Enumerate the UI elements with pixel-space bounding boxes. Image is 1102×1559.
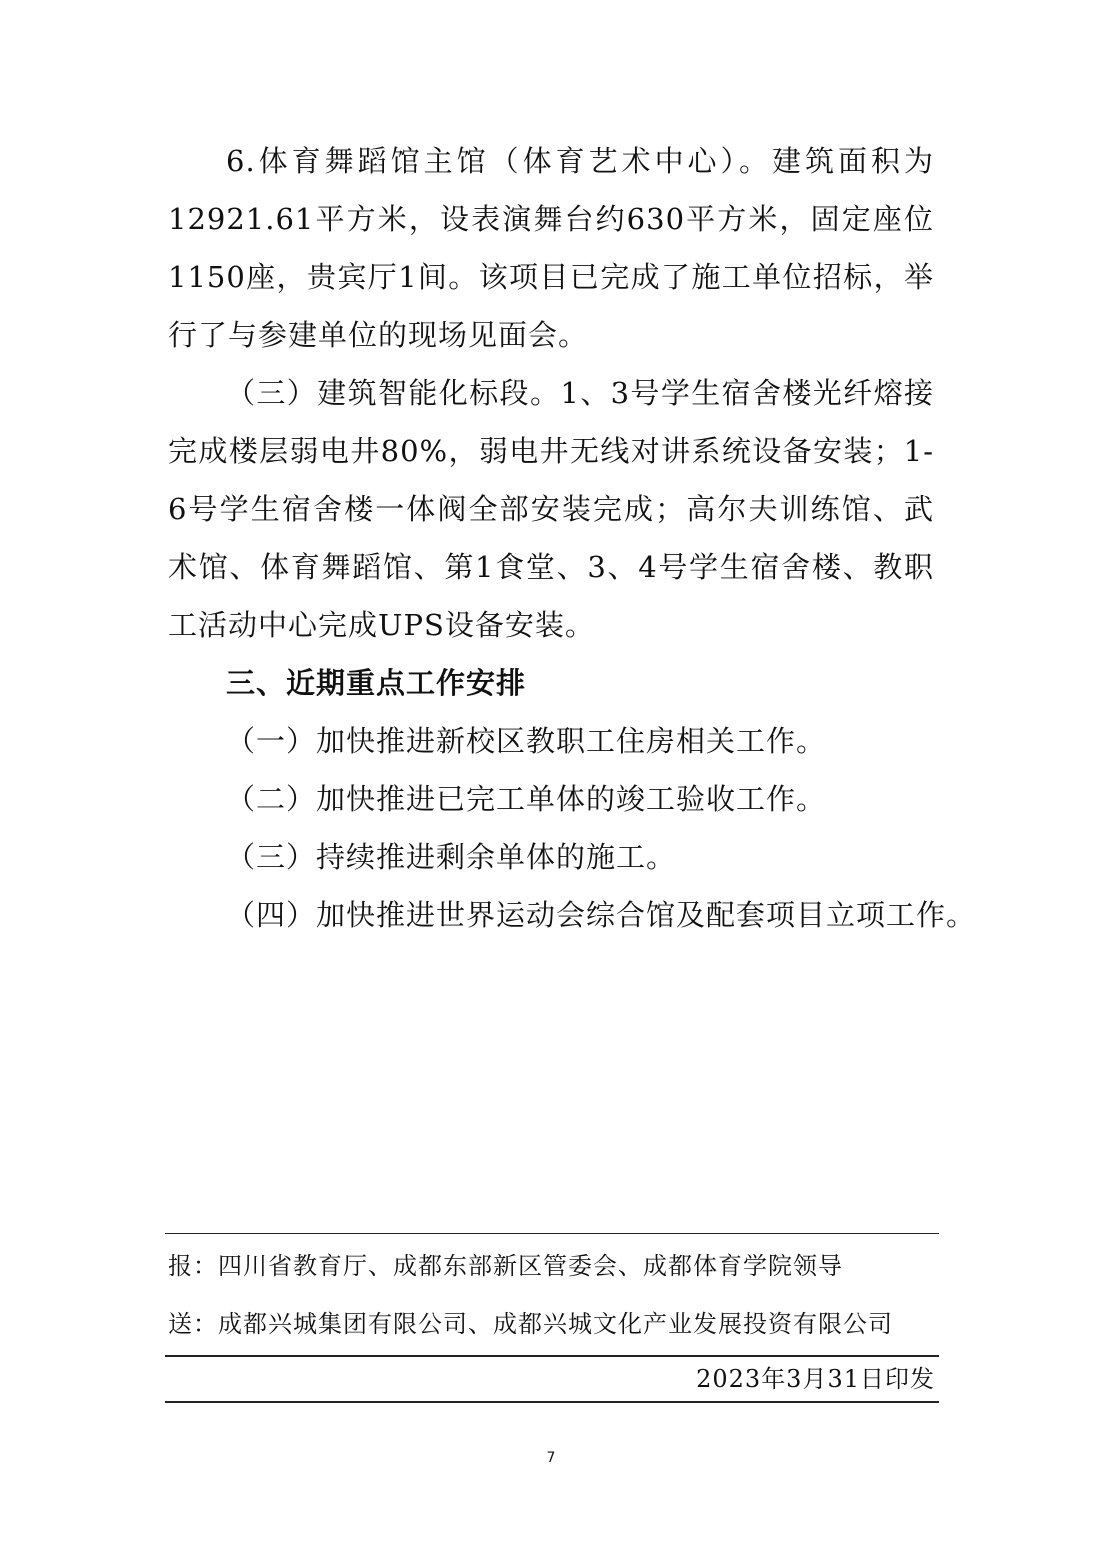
section-heading: 三、近期重点工作安排 — [226, 666, 527, 700]
work-item-3: （三）持续推进剩余单体的施工。 — [226, 840, 677, 874]
paragraph-intelligent-building: （三）建筑智能化标段。1、3号学生宿舍楼光纤熔接完成楼层弱电井80%，弱电井无线对讲系统设备安装；1-6号学生宿舍楼一体阀全部安装完成；高尔夫训练馆、武术馆、体育舞蹈馆、第1食堂、3、4号学生宿舍楼、教职工活动中心完成UPS设备安装。 — [168, 376, 934, 642]
document-body — [168, 132, 977, 944]
report-to-line: 报：四川省教育厅、成都东部新区管委会、成都体育学院领导 — [168, 1252, 843, 1280]
distribution-footer — [165, 1233, 939, 1403]
footer-top-rule — [165, 1233, 939, 1234]
paragraph-gym-dance-hall: 6.体育舞蹈馆主馆（体育艺术中心）。建筑面积为12921.61平方米，设表演舞台约630平方米，固定座位1150座，贵宾厅1间。该项目已完成了施工单位招标，举行了与参建单位的现场见面会。 — [168, 144, 934, 352]
work-item-1: （一）加快推进新校区教职工住房相关工作。 — [226, 724, 827, 758]
copy-to-line: 送：成都兴城集团有限公司、成都兴城文化产业发展投资有限公司 — [168, 1310, 893, 1338]
work-item-4: （四）加快推进世界运动会综合馆及配套项目立项工作。 — [226, 898, 977, 932]
issue-date: 2023年3月31日印发 — [696, 1365, 935, 1393]
work-item-2: （二）加快推进已完工单体的竣工验收工作。 — [226, 782, 827, 816]
page-number: 7 — [546, 1450, 556, 1466]
footer-bottom-rule — [165, 1401, 939, 1403]
